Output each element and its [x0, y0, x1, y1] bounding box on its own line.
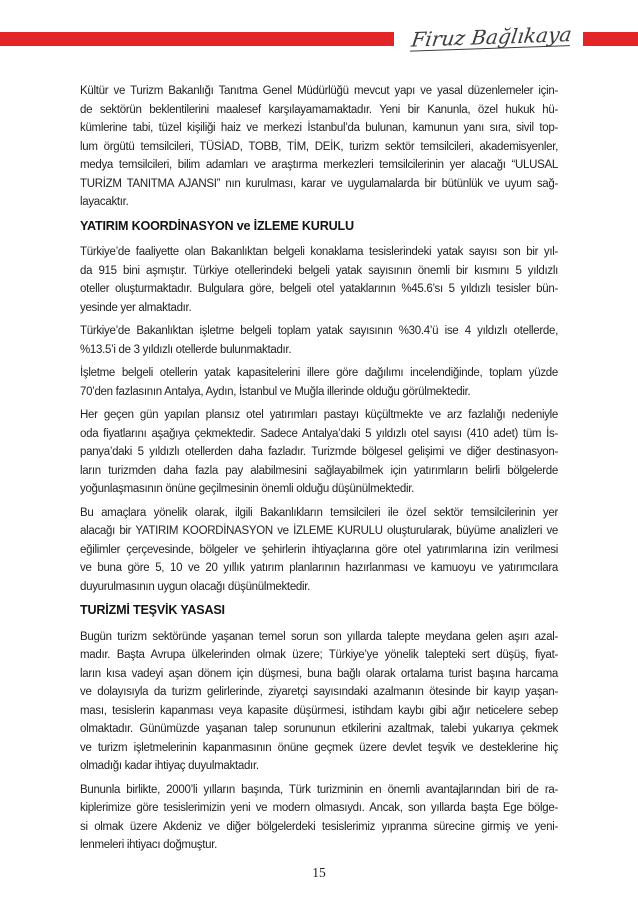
text-line: Türkiye’de Bakanlıktan işletme belgeli toplam yatak sayısının %30.4’ü ise 4 yıldızlı otellerde, [80, 325, 558, 337]
text-line: Bugün turizm sektöründe yaşanan temel sorun son yıllarda talepte meydana gelen aşırı azal- [80, 630, 558, 643]
text-line: alacağı bir YATIRIM KOORDİNASYON ve İZLEME KURULU oluşturularak, büyüme analizleri ve [80, 525, 558, 537]
text-line: olmaktadır. Günümüzde yaşanan talep sorununun etkilerini azaltmak, talebi yukarıya çekmek [80, 723, 558, 735]
text-line: kümlerine tabi, tüzel kişiliği haiz ve merkezi İstanbul’da bulunan, kamunun yanı sıra, sivil top- [80, 122, 558, 134]
text-line: duyurulmasının uygun olacağı düşünülmektedir. [80, 580, 311, 593]
paragraph [80, 628, 558, 776]
text-line: yesinde yer almaktadır. [80, 301, 192, 314]
text-line: lenmeleri ihtiyacı doğmuştur. [80, 839, 218, 851]
text-line: panya’daki 5 yıldızlı otellerden daha fazladır. Turizmde bölgesel gelişimi ve diğer destinasyon- [80, 446, 558, 458]
text-line: madır. Başta Avrupa ülkelerinden olmak üzere; Türkiye’ye yönelik talepteki sert düşüş, fiyat- [80, 649, 558, 661]
text-line: Kültür ve Turizm Bakanlığı Tanıtma Genel Müdürlüğü mevcut yapı ve yasal düzenlemeler için- [80, 85, 558, 97]
page-header [0, 0, 638, 64]
header-rule-right [583, 32, 638, 46]
text-line: kiplerimize göre tesislerimizin yeni ve modern olmasıydı. Ancak, son yıllarda başta Ege bölge- [80, 802, 558, 814]
text-line: ve turizm işletmelerinin kapanmasının önüne geçmek üzere devlet teşvik ve desteklerine hiç [80, 741, 558, 754]
author-signature: Firuz Bağlıkaya [409, 22, 574, 52]
paragraph [80, 504, 558, 597]
paragraph [80, 243, 558, 317]
paragraph [80, 406, 558, 499]
text-line: ların turizmden daha fazla pay alabilmesini sağlayabilmek için yatırımların belirli bölgelerde [80, 464, 558, 477]
paragraph [80, 781, 558, 855]
text-line: İşletme belgeli otellerin yatak kapasitelerini illere göre dağılımı incelendiğinde, toplam yüzde [80, 367, 558, 379]
text-line: olmadığı kadar ihtiyaç duyulmaktadır. [80, 760, 259, 772]
text-line: medya temsilcileri, bilim adamları ve araştırma merkezleri temsilcilerinin yer alacağı “ULUSAL [80, 159, 558, 171]
text-line: si olmak üzere Akdeniz ve diğer bölgelerdeki tesislerimiz yıpranma sürecine girmiş ve yeni- [80, 820, 558, 833]
text-line: oteller oluşturmaktadır. Bulgulara göre, belgeli otel yataklarının %45.6’sı 5 yıldızlı tesisler bün- [80, 283, 558, 295]
paragraph [80, 322, 558, 359]
text-line: yoğunlaşmasının önüne geçilmesinin önemli olduğu düşünülmektedir. [80, 483, 415, 495]
text-line: ması, tesislerin kapanması veya kapasite düşürmesi, istihdam kaybı gibi ağır neticelere sebep [80, 704, 558, 717]
text-line: Bu amaçlara yönelik olarak, ilgili Bakanlıkların temsilcileri ile özel sektör temsilcilerinin yer [80, 506, 558, 519]
text-line: 70’den fazlasının Antalya, Aydın, İstanbul ve Muğla illerinde olduğu görülmektedir. [80, 385, 471, 398]
header-rule-left [0, 32, 394, 46]
section-heading: YATIRIM KOORDİNASYON ve İZLEME KURULU [80, 218, 354, 233]
text-line: da 915 bini aşmıştır. Türkiye otellerindeki belgeli yatak sayısının önemli bir kısmını 5 yıldızlı [80, 264, 558, 277]
paragraph [80, 82, 558, 212]
text-line: ve dolayısıyla da turizm gelirlerinde, ziyaretçi sayısındaki azalmanın ötesinde bir kayıp yaşan- [80, 686, 558, 698]
text-line: oda fiyatlarını aşağıya çekmektedir. Sadece Antalya’daki 5 yıldızlı otel sayısı (410 adet) tüm İs- [80, 427, 558, 440]
text-line: Her geçen gün yapılan plansız otel yatırımları pastayı küçültmekte ve arz fazlalığı nedeniyle [80, 409, 558, 421]
page-number: 15 [312, 865, 326, 880]
text-line: eğilimler çerçevesinde, bölgeler ve şehirlerin ihtiyaçlarına göre otel yatırımlarına izin verilmesi [80, 543, 558, 556]
paragraph [80, 364, 558, 401]
text-line: de sektörün beklentilerini maalesef karşılayamamaktadır. Yeni bir Kanunla, özel hukuk hü- [80, 103, 558, 116]
text-line: Türkiye’de faaliyette olan Bakanlıktan belgeli konaklama tesislerindeki yatak sayısı son bir yıl- [80, 246, 558, 258]
page-footer [0, 864, 638, 882]
text-line: lum örgütü temsilcileri, TÜSİAD, TOBB, TİM, DEİK, turizm sektör temsilcileri, akademisyenler, [80, 140, 558, 153]
text-line: TURİZM TANITMA AJANSI” nın kurulması, karar ve uygulamalarda bir bütünlük ve uyum sağ- [80, 177, 558, 190]
text-line: Bununla birlikte, 2000’li yılların başında, Türk turizminin en önemli avantajlarından biri de ra- [80, 783, 558, 796]
section-heading: TURİZMİ TEŞVİK YASASI [80, 603, 225, 617]
text-line: layacaktır. [80, 196, 129, 208]
page-body [80, 82, 558, 860]
text-line: ların kısa vadeyi aşan dönem için düşmesi, buna bağlı olarak ortalama turist başına harcama [80, 667, 558, 680]
text-line: %13.5’i de 3 yıldızlı otellerde bulunmaktadır. [80, 343, 292, 356]
text-line: ve buna göre 5, 10 ve 20 yıllık yatırım planlarının hazırlanması ve kamuoyu ve yatırımcılara [80, 562, 558, 574]
